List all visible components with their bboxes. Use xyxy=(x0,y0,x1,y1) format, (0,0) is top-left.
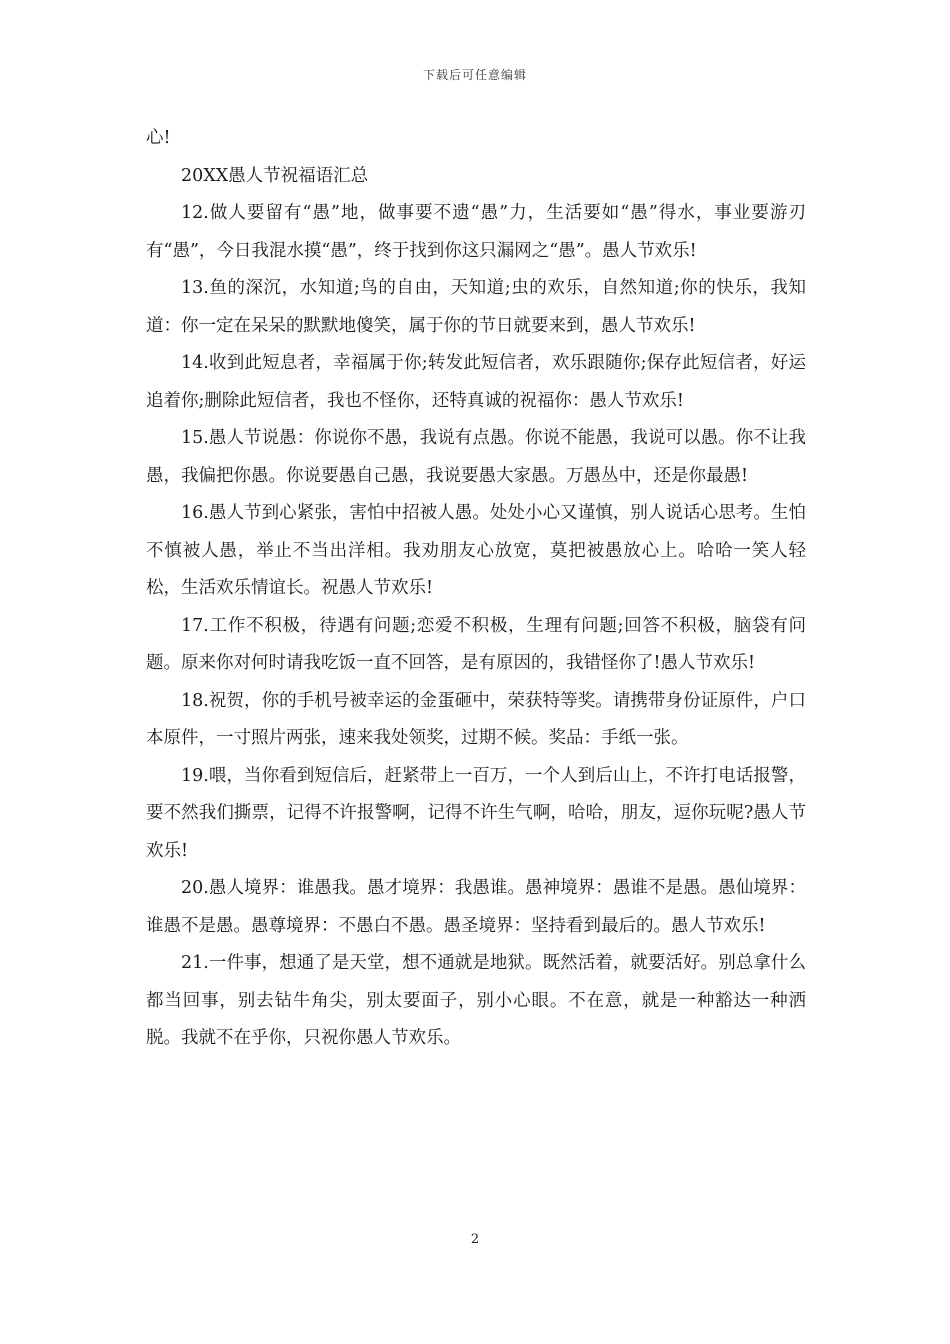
page-header: 下载后可任意编辑 xyxy=(422,68,527,82)
paragraph-12: 12.做人要留有“愚”地，做事要不遗“愚”力，生活要如“愚”得水，事业要游刃有“愚”，今日我混水摸“愚”，终于找到你这只漏网之“愚”。愚人节欢乐! xyxy=(146,203,806,261)
paragraph-14: 14.收到此短息者，幸福属于你;转发此短信者，欢乐跟随你;保存此短信者，好运追着你;删除此短信者，我也不怪你，还特真诚的祝福你：愚人节欢乐! xyxy=(146,353,806,411)
paragraph-20: 20.愚人境界：谁愚我。愚才境界：我愚谁。愚神境界：愚谁不是愚。愚仙境界：谁愚不是愚。愚尊境界：不愚白不愚。愚圣境界：坚持看到最后的。愚人节欢乐! xyxy=(146,878,806,936)
paragraph-21: 21.一件事，想通了是天堂，想不通就是地狱。既然活着，就要活好。别总拿什么都当回事，别去钻牛角尖，别太要面子，别小心眼。不在意，就是一种豁达一种洒脱。我就不在乎你，只祝你愚人节欢乐。 xyxy=(146,953,806,1048)
section-heading: 20XX愚人节祝福语汇总 xyxy=(181,165,369,186)
paragraph-16: 16.愚人节到心紧张，害怕中招被人愚。处处小心又谨慎，别人说话心思考。生怕不慎被人愚，举止不当出洋相。我劝朋友心放宽，莫把被愚放心上。哈哈一笑人轻松，生活欢乐情谊长。祝愚人节欢乐! xyxy=(146,503,806,598)
paragraph-18: 18.祝贺，你的手机号被幸运的金蛋砸中，荣获特等奖。请携带身份证原件，户口本原件，一寸照片两张，速来我处领奖，过期不候。奖品：手纸一张。 xyxy=(146,690,806,748)
paragraph-13: 13.鱼的深沉，水知道;鸟的自由，天知道;虫的欢乐，自然知道;你的快乐，我知道：你一定在呆呆的默默地傻笑，属于你的节日就要来到，愚人节欢乐! xyxy=(146,278,806,336)
paragraph-19: 19.喂，当你看到短信后，赶紧带上一百万，一个人到后山上，不许打电话报警，要不然我们撕票，记得不许报警啊，记得不许生气啊，哈哈，朋友，逗你玩呢?愚人节欢乐! xyxy=(146,765,806,861)
paragraph-17: 17.工作不积极，待遇有问题;恋爱不积极，生理有问题;回答不积极，脑袋有问题。原来你对何时请我吃饭一直不回答，是有原因的，我错怪你了!愚人节欢乐! xyxy=(146,615,806,673)
page-number: 2 xyxy=(470,1232,480,1247)
continuation-text: 心! xyxy=(146,128,171,148)
paragraph-15: 15.愚人节说愚：你说你不愚，我说有点愚。你说不能愚，我说可以愚。你不让我愚，我偏把你愚。你说要愚自己愚，我说要愚大家愚。万愚丛中，还是你最愚! xyxy=(146,428,806,486)
document-body xyxy=(146,120,806,1058)
